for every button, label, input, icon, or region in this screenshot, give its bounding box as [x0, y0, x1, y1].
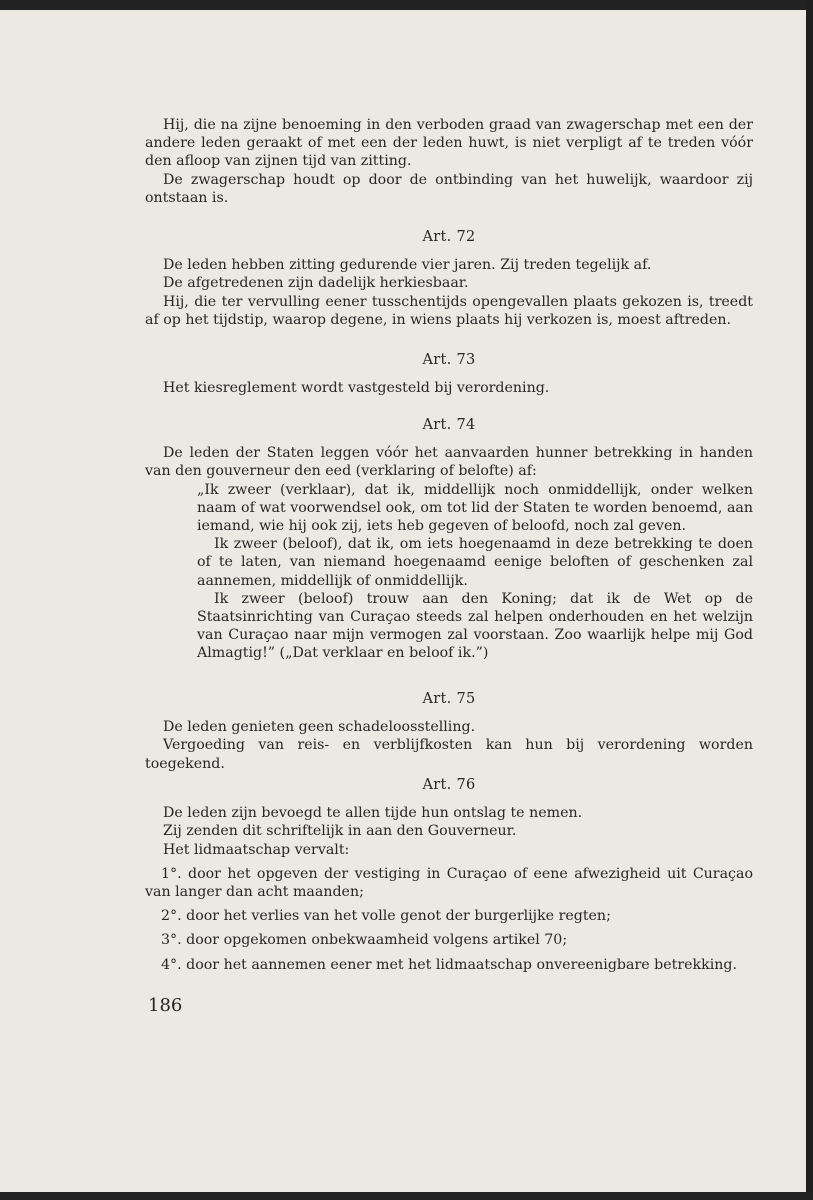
article-72 — [145, 228, 753, 329]
intro-section — [145, 116, 753, 207]
paragraph: De leden der Staten leggen vóór het aanvaarden hunner betrekking in handen van den gouverneur den eed (verklaring of belofte) af: — [145, 445, 753, 480]
list-item: 3°. door opgekomen onbekwaamheid volgens artikel 70; — [161, 932, 568, 949]
oath-text — [197, 481, 753, 663]
paragraph: De zwagerschap houdt op door de ontbinding van het huwelijk, waardoor zij ontstaan is. — [145, 171, 753, 206]
article-76 — [145, 776, 753, 974]
article-74 — [145, 416, 753, 663]
paragraph: De leden genieten geen schadeloosstelling. — [163, 719, 476, 736]
document-page — [0, 10, 806, 1192]
paragraph: Vergoeding van reis- en verblijfkosten kan hun bij verordening worden toegekend. — [145, 737, 753, 772]
oath-paragraph: Ik zweer (beloof) trouw aan den Koning; dat ik de Wet op de Staatsinrichting van Curaçao steeds zal helpen onderhouden en het welzijn van Curaçao naar mijn vermogen zal voorstaan. Zoo waarlijk helpe mij God Almagtig!” („Dat verklaar en beloof ik.”) — [197, 590, 753, 662]
article-heading: Art. 76 — [422, 777, 476, 793]
paragraph: Zij zenden dit schriftelijk in aan den Gouverneur. — [163, 823, 517, 840]
list-item: 4°. door het aannemen eener met het lidmaatschap onvereenigbare betrekking. — [161, 956, 737, 973]
list-item: 2°. door het verlies van het volle genot der burgerlijke regten; — [161, 908, 611, 925]
scan-border-bottom — [0, 1192, 813, 1200]
article-heading: Art. 74 — [422, 417, 476, 433]
scan-border-top — [0, 0, 813, 10]
oath-paragraph: Ik zweer (beloof), dat ik, om iets hoegenaamd in deze betrekking te doen of te laten, van niemand hoegenaamd eenige beloften of geschenken zal aannemen, middellijk of onmiddellijk. — [197, 536, 753, 589]
page-number: 186 — [148, 995, 183, 1016]
paragraph: Het kiesreglement wordt vastgesteld bij verordening. — [163, 380, 550, 397]
list-item: 1°. door het opgeven der vestiging in Curaçao of eene afwezigheid uit Curaçao van langer dan acht maanden; — [145, 865, 753, 901]
paragraph: De leden zijn bevoegd te allen tijde hun ontslag te nemen. — [163, 805, 583, 822]
article-73 — [145, 351, 753, 397]
paragraph: Hij, die na zijne benoeming in den verboden graad van zwagerschap met een der andere leden geraakt of met een der leden huwt, is niet verpligt af te treden vóór den afloop van zijnen tijd van zitting. — [145, 117, 753, 170]
oath-paragraph: „Ik zweer (verklaar), dat ik, middellijk noch onmiddellijk, onder welken naam of wat voorwendsel ook, om tot lid der Staten te worden benoemd, aan iemand, wie hij ook zij, iets heb gegeven of beloofd, noch zal geven. — [197, 481, 753, 535]
article-heading: Art. 73 — [422, 352, 476, 368]
article-75 — [145, 690, 753, 773]
article-heading: Art. 75 — [422, 691, 476, 707]
scan-border-right — [806, 0, 813, 1200]
article-heading: Art. 72 — [422, 229, 476, 245]
paragraph: Hij, die ter vervulling eener tusschentijds opengevallen plaats gekozen is, treedt af op het tijdstip, waarop degene, in wiens plaats hij verkozen is, moest aftreden. — [145, 293, 753, 328]
paragraph: Het lidmaatschap vervalt: — [163, 841, 350, 858]
paragraph: De afgetredenen zijn dadelijk herkiesbaar. — [163, 275, 469, 292]
paragraph: De leden hebben zitting gedurende vier jaren. Zij treden tegelijk af. — [163, 257, 652, 274]
